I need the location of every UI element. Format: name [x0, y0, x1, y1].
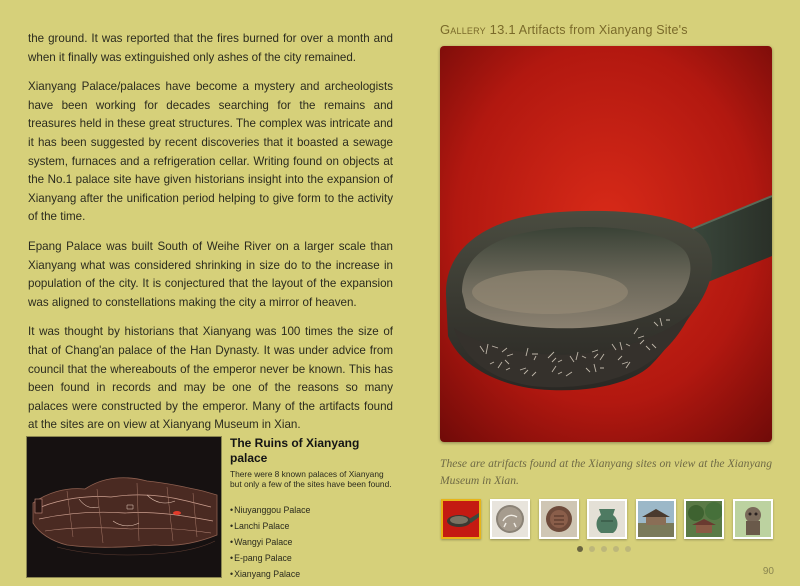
- body-paragraph: It was thought by historians that Xianyang was 100 times the size of that of Chang'an palace of the Han Dynasty. It was under advice from council that the whereabouts of the emperor never be known. This has been found in records and may be one of the reasons so many palaces were constructed by the emperor. Many of the artifacts found at the sites are on view at Xianyang Museum in Xian.: [28, 325, 393, 432]
- gallery-caption: These are atrifacts found at the Xianyang sites on view at the Xianyang Museum in Xian.: [440, 457, 772, 487]
- thumb-tile-image: [541, 501, 577, 537]
- page-dot[interactable]: [577, 546, 583, 552]
- page-dot[interactable]: [589, 546, 595, 552]
- gallery-thumbnail[interactable]: [587, 499, 627, 539]
- thumb-vessel-image: [589, 501, 625, 537]
- bronze-spoon-artifact-image: [440, 46, 772, 442]
- gallery-thumbnail[interactable]: [490, 499, 530, 539]
- page-dot[interactable]: [613, 546, 619, 552]
- gallery-thumbnail[interactable]: [441, 499, 481, 539]
- gallery-heading: [440, 22, 688, 37]
- article-body: [28, 30, 393, 446]
- thumb-spoon-image: [443, 501, 479, 537]
- gallery-title: Artifacts from Xianyang Site's: [518, 23, 688, 37]
- thumb-garden-image: [686, 501, 722, 537]
- body-paragraph: Epang Palace was built South of Weihe River on a larger scale than Xianyang what was considered shrinking in size do to the increase in population of the city. It is conjectured that the layout of the expansion was aligned to constellations making the city a mirror of heaven.: [28, 239, 393, 309]
- palace-list-item: • Xianyang Palace: [230, 566, 394, 582]
- palace-list: [230, 502, 394, 582]
- ruins-map-image[interactable]: [26, 436, 222, 578]
- palace-list-item: • Wangyi Palace: [230, 534, 394, 550]
- palace-list-item: • Lanchi Palace: [230, 518, 394, 534]
- thumb-seal-image: [492, 501, 528, 537]
- gallery-thumbnail[interactable]: [684, 499, 724, 539]
- gallery-main-photo[interactable]: [440, 46, 772, 442]
- ruins-title: The Ruins of Xianyang palace: [230, 436, 360, 465]
- gallery-thumbnail[interactable]: [539, 499, 579, 539]
- palace-list-item: • Niuyanggou Palace: [230, 502, 394, 518]
- thumb-statue-image: [735, 501, 771, 537]
- page-dot[interactable]: [601, 546, 607, 552]
- ruins-text-block: [230, 436, 394, 582]
- gallery-thumbnail[interactable]: [733, 499, 773, 539]
- page-dot[interactable]: [625, 546, 631, 552]
- ruins-map-drawing: [27, 437, 221, 577]
- body-paragraph: the ground. It was reported that the fires burned for over a month and when it finally was extinguished only ashes of the city remained.: [28, 32, 393, 64]
- body-paragraph: Xianyang Palace/palaces have become a mystery and archeologists have been working for decades searching for the remains and treasures held in these great structures. The complex was intricate and it has been suggested by recent discoveries that it boasted a sewage system, furnaces and a refrigeration cellar. Writing found on objects at the No.1 palace site have given historians insight into the expansion of Xianyang after the unification period helping to give form to the activity of the time.: [28, 80, 393, 224]
- gallery-label: Gallery 13.1: [440, 22, 516, 37]
- palace-list-item: • E-pang Palace: [230, 550, 394, 566]
- gallery-thumbnail[interactable]: [636, 499, 676, 539]
- ruins-sidebar: [26, 436, 391, 578]
- page-number: 90: [762, 566, 774, 577]
- ruins-description: There were 8 known palaces of Xianyang but only a few of the sites have been found.: [230, 469, 392, 490]
- thumb-building-image: [638, 501, 674, 537]
